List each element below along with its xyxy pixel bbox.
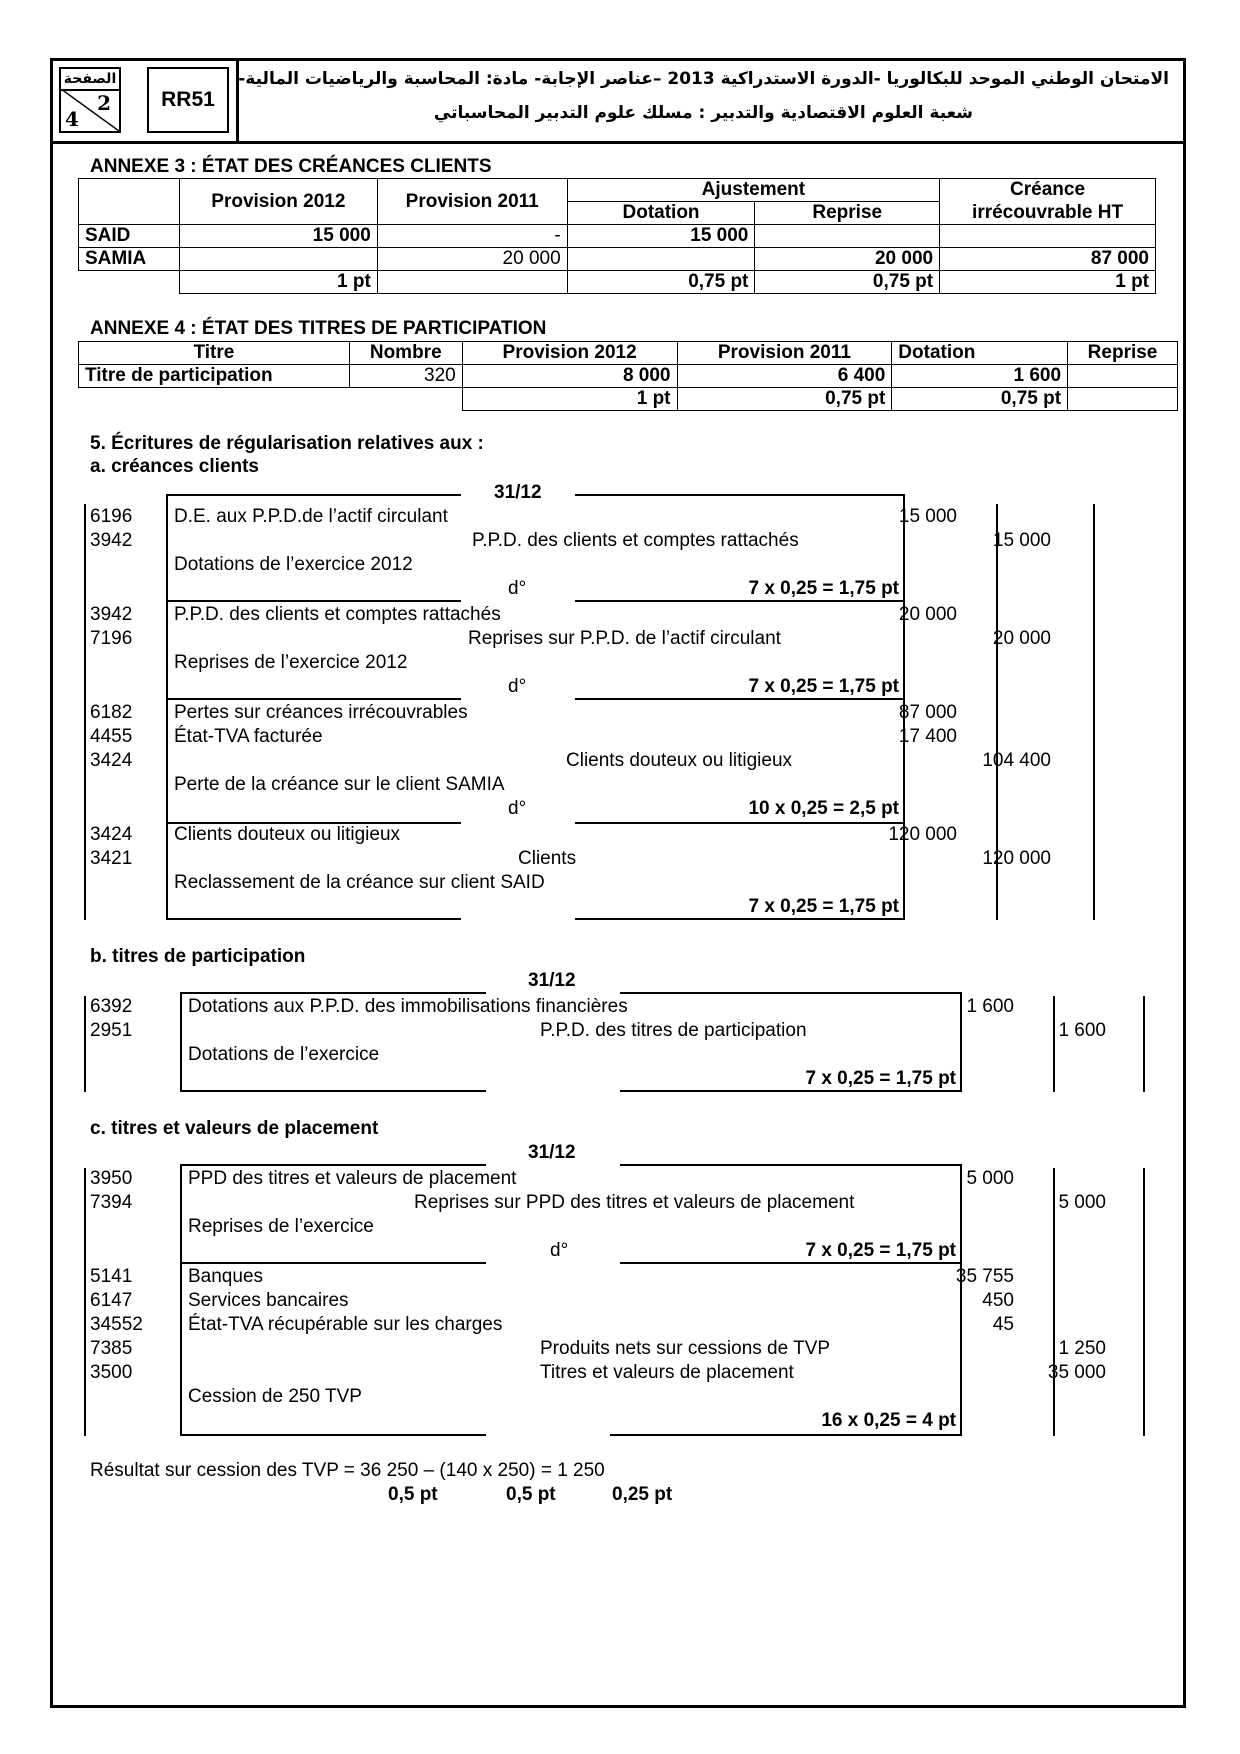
annexe3-cell: 20 000 — [377, 248, 567, 271]
section5a-title: a. créances clients — [90, 456, 259, 477]
account-number: 6196 — [90, 506, 133, 527]
credit-amount: 35 000 — [1047, 1362, 1106, 1383]
page-number: 2 — [97, 91, 111, 115]
entry-score: 7 x 0,25 = 1,75 pt — [748, 676, 899, 697]
account-label: P.P.D. des titres de participation — [540, 1020, 807, 1041]
annexe4-cell: 1 600 — [892, 365, 1068, 388]
account-label: Pertes sur créances irrécouvrables — [174, 702, 468, 723]
account-number: 3950 — [90, 1168, 133, 1189]
account-number: 3942 — [90, 604, 133, 625]
journal-rule — [575, 600, 903, 602]
header-arabic-line2: شعبة العلوم الاقتصادية والتدبير : مسلك علوم التدبير المحاسباتي — [433, 103, 973, 123]
annexe3-h-creance2: irrécouvrable HT — [940, 202, 1156, 225]
account-number: 3424 — [90, 824, 133, 845]
annexe4-h-prov2011: Provision 2011 — [677, 342, 892, 365]
account-number: 2951 — [90, 1020, 133, 1041]
account-number: 3421 — [90, 848, 133, 869]
points-cell: 1 pt — [940, 271, 1156, 294]
annexe3-cell: 15 000 — [567, 225, 755, 248]
section5c-title: c. titres et valeurs de placement — [90, 1118, 379, 1139]
annexe4-table — [78, 341, 1178, 411]
journal-rule — [1093, 504, 1095, 920]
entry-score: 7 x 0,25 = 1,75 pt — [805, 1068, 956, 1089]
journal-rule — [84, 996, 86, 1092]
journal-rule — [575, 698, 903, 700]
debit-amount: 120 000 — [888, 824, 957, 845]
account-label: Services bancaires — [188, 1290, 349, 1311]
annexe4-cell — [1068, 365, 1178, 388]
account-number: 6182 — [90, 702, 133, 723]
annexe4-h-titre: Titre — [79, 342, 350, 365]
annexe4-cell: 320 — [349, 365, 462, 388]
journal-rule — [575, 494, 903, 496]
journal-rule — [620, 1090, 960, 1092]
table-row — [79, 248, 1156, 271]
journal-rule — [1053, 996, 1055, 1092]
annexe4-points-row — [79, 388, 1178, 411]
exam-code: RR51 — [147, 67, 229, 133]
page-total: 4 — [65, 107, 79, 131]
annexe3-h-prov2011: Provision 2011 — [377, 179, 567, 225]
points-cell: 0,75 pt — [892, 388, 1068, 411]
entry-narration: Reprises de l’exercice — [188, 1216, 374, 1237]
annexe4-cell: 8 000 — [462, 365, 677, 388]
annexe3-corner — [79, 179, 180, 225]
entry-narration: Cession de 250 TVP — [188, 1386, 362, 1407]
ditto-mark: d° — [508, 676, 527, 697]
entry-narration: Reclassement de la créance sur client SAID — [174, 872, 545, 893]
annexe3-title: ANNEXE 3 : ÉTAT DES CRÉANCES CLIENTS — [90, 156, 492, 177]
ditto-mark: d° — [508, 798, 527, 819]
debit-amount: 5 000 — [966, 1168, 1014, 1189]
section5b-title: b. titres de participation — [90, 946, 306, 967]
account-number: 3424 — [90, 750, 133, 771]
result-pt-3: 0,25 pt — [612, 1484, 673, 1505]
account-number: 4455 — [90, 726, 133, 747]
account-number: 3942 — [90, 530, 133, 551]
annexe4-cell: Titre de participation — [79, 365, 350, 388]
annexe3-h-creance1: Créance — [940, 179, 1156, 202]
debit-amount: 1 600 — [966, 996, 1014, 1017]
journal-rule — [166, 698, 461, 700]
annexe3-cell: SAID — [79, 225, 180, 248]
ditto-mark: d° — [508, 578, 527, 599]
annexe4-h-reprise: Reprise — [1068, 342, 1178, 365]
points-cell: 0,75 pt — [755, 271, 940, 294]
account-label: Clients — [518, 848, 577, 869]
journal-rule — [180, 992, 486, 994]
points-cell — [377, 271, 567, 294]
account-label: P.P.D. des clients et comptes rattachés — [174, 604, 501, 625]
annexe3-cell — [179, 248, 377, 271]
account-label: État-TVA facturée — [174, 726, 323, 747]
journal-rule — [84, 504, 86, 920]
journal-date: 31/12 — [528, 1142, 576, 1163]
credit-amount: 20 000 — [992, 628, 1051, 649]
journal-rule — [960, 1164, 962, 1436]
points-cell: 0,75 pt — [677, 388, 892, 411]
account-label: Clients douteux ou litigieux — [566, 750, 793, 771]
account-label: Banques — [188, 1266, 264, 1287]
account-number: 7196 — [90, 628, 133, 649]
points-cell: 1 pt — [462, 388, 677, 411]
journal-rule — [180, 1262, 486, 1264]
page-label: الصفحة — [61, 69, 119, 91]
journal-date: 31/12 — [494, 482, 542, 503]
account-label: Dotations aux P.P.D. des immobilisations financières — [188, 996, 628, 1017]
journal-rule — [960, 992, 962, 1092]
account-label: Produits nets sur cessions de TVP — [540, 1338, 831, 1359]
page-number-box — [59, 67, 121, 133]
annexe3-cell: 15 000 — [179, 225, 377, 248]
journal-rule — [84, 1168, 86, 1436]
journal-rule — [620, 1262, 960, 1264]
credit-amount: 15 000 — [992, 530, 1051, 551]
annexe4-h-dotation: Dotation — [892, 342, 1068, 365]
journal-rule — [180, 1164, 182, 1436]
table-row — [79, 225, 1156, 248]
debit-amount: 87 000 — [898, 702, 957, 723]
account-label: Clients douteux ou litigieux — [174, 824, 401, 845]
account-number: 7385 — [90, 1338, 133, 1359]
account-label: P.P.D. des clients et comptes rattachés — [472, 530, 799, 551]
credit-amount: 1 600 — [1058, 1020, 1106, 1041]
account-label: Reprises sur PPD des titres et valeurs de placement — [414, 1192, 855, 1213]
debit-amount: 17 400 — [898, 726, 957, 747]
annexe3-table — [78, 178, 1156, 294]
points-cell: 0,75 pt — [567, 271, 755, 294]
account-number: 3500 — [90, 1362, 133, 1383]
journal-rule — [166, 600, 461, 602]
debit-amount: 15 000 — [898, 506, 957, 527]
entry-score: 7 x 0,25 = 1,75 pt — [748, 896, 899, 917]
section5-title: 5. Écritures de régularisation relatives aux : — [90, 433, 484, 454]
annexe3-cell: 87 000 — [940, 248, 1156, 271]
annexe4-h-prov2012: Provision 2012 — [462, 342, 677, 365]
page-header — [53, 61, 1183, 144]
account-number: 5141 — [90, 1266, 133, 1287]
annexe3-h-prov2012: Provision 2012 — [179, 179, 377, 225]
result-pt-2: 0,5 pt — [506, 1484, 556, 1505]
journal-rule — [180, 1164, 486, 1166]
journal-rule — [1143, 1168, 1145, 1436]
journal-rule — [180, 1434, 486, 1436]
annexe4-title: ANNEXE 4 : ÉTAT DES TITRES DE PARTICIPATION — [90, 318, 547, 339]
annexe4-cell: 6 400 — [677, 365, 892, 388]
credit-amount: 120 000 — [982, 848, 1051, 869]
credit-amount: 5 000 — [1058, 1192, 1106, 1213]
annexe3-cell — [940, 225, 1156, 248]
points-cell — [1068, 388, 1178, 411]
account-label: PPD des titres et valeurs de placement — [188, 1168, 517, 1189]
journal-rule — [620, 1164, 960, 1166]
result-formula: Résultat sur cession des TVP = 36 250 – (140 x 250) = 1 250 — [90, 1460, 605, 1481]
journal-rule — [180, 1090, 486, 1092]
journal-rule — [610, 1434, 960, 1436]
account-label: D.E. aux P.P.D.de l’actif circulant — [174, 506, 448, 527]
entry-narration: Dotations de l’exercice 2012 — [174, 554, 413, 575]
annexe4-h-nombre: Nombre — [349, 342, 462, 365]
debit-amount: 35 755 — [955, 1266, 1014, 1287]
journal-rule — [1053, 1168, 1055, 1436]
entry-score: 10 x 0,25 = 2,5 pt — [748, 798, 899, 819]
debit-amount: 45 — [992, 1314, 1014, 1335]
annexe3-cell — [567, 248, 755, 271]
points-cell: 1 pt — [179, 271, 377, 294]
account-number: 6147 — [90, 1290, 133, 1311]
credit-amount: 1 250 — [1058, 1338, 1106, 1359]
entry-narration: Perte de la créance sur le client SAMIA — [174, 774, 505, 795]
table-row — [79, 365, 1178, 388]
journal-rule — [166, 918, 461, 920]
entry-score: 7 x 0,25 = 1,75 pt — [748, 578, 899, 599]
entry-score: 16 x 0,25 = 4 pt — [821, 1410, 956, 1431]
ditto-mark: d° — [550, 1240, 569, 1261]
account-number: 34552 — [90, 1314, 143, 1335]
account-label: État-TVA récupérable sur les charges — [188, 1314, 503, 1335]
journal-rule — [575, 918, 903, 920]
journal-rule — [166, 494, 168, 920]
journal-rule — [575, 822, 903, 824]
annexe3-h-dotation: Dotation — [567, 202, 755, 225]
journal-date: 31/12 — [528, 970, 576, 991]
header-arabic-line1: الامتحان الوطني الموحد للبكالوريا -الدورة الاستدراكية 2013 –عناصر الإجابة- مادة: المحاسبة والرياضيات المالية- — [238, 69, 1169, 89]
annexe3-cell: SAMIA — [79, 248, 180, 271]
debit-amount: 20 000 — [898, 604, 957, 625]
journal-rule — [1143, 996, 1145, 1092]
result-pt-1: 0,5 pt — [388, 1484, 438, 1505]
debit-amount: 450 — [982, 1290, 1014, 1311]
annexe3-cell: - — [377, 225, 567, 248]
journal-rule — [620, 992, 960, 994]
account-number: 7394 — [90, 1192, 133, 1213]
credit-amount: 104 400 — [982, 750, 1051, 771]
account-label: Reprises sur P.P.D. de l’actif circulant — [468, 628, 781, 649]
entry-score: 7 x 0,25 = 1,75 pt — [805, 1240, 956, 1261]
entry-narration: Reprises de l’exercice 2012 — [174, 652, 408, 673]
journal-rule — [180, 992, 182, 1092]
account-number: 6392 — [90, 996, 133, 1017]
journal-rule — [166, 494, 461, 496]
entry-narration: Dotations de l’exercice — [188, 1044, 380, 1065]
annexe3-h-ajustement: Ajustement — [567, 179, 939, 202]
account-label: Titres et valeurs de placement — [540, 1362, 794, 1383]
annexe3-h-reprise: Reprise — [755, 202, 940, 225]
annexe3-cell — [755, 225, 940, 248]
annexe3-cell: 20 000 — [755, 248, 940, 271]
annexe3-points-row — [79, 271, 1156, 294]
